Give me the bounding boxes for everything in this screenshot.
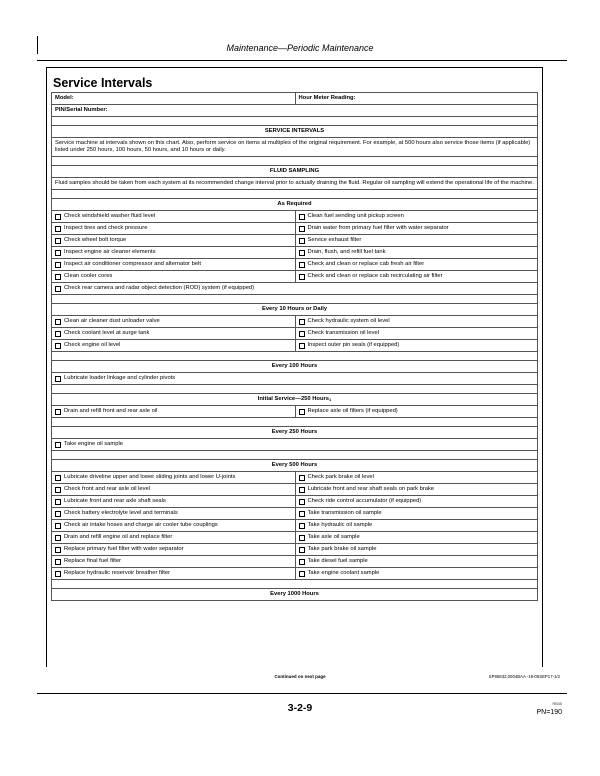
checklist-item-label: Check wheel bolt torque [64,237,127,243]
checklist-item [295,259,538,270]
page-number: 3-2-9 [287,702,313,714]
checklist-item-label: Clean fuel sending unit pickup screen [307,213,404,219]
checkbox-icon[interactable] [299,214,305,220]
section-heading-text: FLUID SAMPLING [269,168,320,174]
checklist-item-label: Drain water from primary fuel filter with water separator [307,225,449,231]
section-heading-row [51,199,538,211]
paragraph-cell [52,138,537,156]
checklist-item [295,235,538,246]
checklist-item [52,508,295,519]
checkbox-icon[interactable] [299,547,305,553]
checklist-item [52,544,295,555]
checklist-item [52,472,295,483]
checklist-row [51,235,538,247]
checklist-item [295,544,538,555]
every-100-hours-heading [52,361,537,372]
checklist-row [51,283,538,295]
checklist-row [51,271,538,283]
section-heading-text: SERVICE INTERVALS [264,128,325,134]
checklist-item [52,406,295,417]
spacer-cell [52,451,537,459]
spacer-row [51,295,538,304]
checklist-row [51,406,538,418]
section-heading-text: Every 250 Hours [271,429,318,435]
section-heading-row [51,166,538,178]
fluid-sampling-heading [52,166,537,177]
checklist-item-label: Take engine coolant sample [307,570,380,576]
spacer-row [51,580,538,589]
checklist-item-label: Take diesel fuel sample [307,558,368,564]
checklist-row [51,328,538,340]
checklist-item [52,496,295,507]
checklist-item-label: Take park brake oil sample [307,546,377,552]
checkbox-icon[interactable] [299,226,305,232]
checklist-item-label: Check transmission oil level [307,330,380,336]
service-intervals-heading [52,126,537,137]
checkbox-icon[interactable] [299,559,305,565]
model-field [52,93,295,104]
checkbox-icon[interactable] [55,409,61,415]
spacer-cell [52,190,537,198]
spacer-row [51,385,538,394]
section-heading-text: Every 10 Hours or Daily [261,306,328,312]
checkbox-icon[interactable] [55,238,61,244]
hour-meter-field [295,93,538,104]
checkbox-icon[interactable] [55,331,61,337]
pin-field [52,105,537,116]
checklist-row [51,439,538,451]
checkbox-icon[interactable] [55,376,61,382]
checklist-item [295,484,538,495]
checkbox-icon[interactable] [55,343,61,349]
checklist-item-label: Check park brake oil level [307,474,374,480]
checkbox-icon[interactable] [55,511,61,517]
checklist-row [51,532,538,544]
checklist-item [295,472,538,483]
checklist-item-label: Drain and refill front and rear axle oil [64,408,158,414]
checklist-item [295,223,538,234]
checklist-item [52,328,295,339]
checklist-row [51,211,538,223]
initial-service-250-heading: Initial Service—250 Hours 1 [257,396,332,402]
checklist-row [51,568,538,580]
checklist-item [52,235,295,246]
card-title: Service Intervals [53,76,153,90]
every-10-hours-heading [52,304,537,315]
pn-number: PN=190 [536,709,562,716]
checklist-item [52,568,295,579]
pin-label: PIN/Serial Number: [55,107,108,113]
checklist-item-label: Check engine oil level [64,342,121,348]
section-heading-row [51,427,538,439]
section-heading-row [51,126,538,138]
checklist-item-label: Clean air cleaner dust unloader valve [64,318,160,324]
checklist-item-label: Clean cooler cores [64,273,113,279]
document-code: SP86832,0004BAA -19-05SEP17-1/2 [488,674,560,679]
checkbox-icon[interactable] [299,499,305,505]
checklist-item [52,373,537,384]
checklist-item-label: Service exhaust filter [307,237,362,243]
checkbox-icon[interactable] [299,475,305,481]
spacer-row [51,352,538,361]
checklist-item [295,556,538,567]
checkbox-icon[interactable] [299,571,305,577]
section-heading-row [51,460,538,472]
page-header-title: Maintenance—Periodic Maintenance [226,43,374,53]
checklist-item-label: Replace axle oil filters (if equipped) [307,408,398,414]
spacer-cell [52,295,537,303]
spacer-row [51,451,538,460]
model-hour-row [51,92,538,105]
section-heading-text: Every 500 Hours [271,462,318,468]
header-rule [37,60,567,61]
checklist-row [51,247,538,259]
spacer-row [51,117,538,126]
checkbox-icon[interactable] [55,262,61,268]
checkbox-icon[interactable] [55,319,61,325]
spacer-row [51,418,538,427]
checkbox-icon[interactable] [299,238,305,244]
spacer-cell [52,418,537,426]
checkbox-icon[interactable] [299,250,305,256]
checkbox-icon[interactable] [55,499,61,505]
checklist-item [295,406,538,417]
checkbox-icon[interactable] [55,226,61,232]
checklist-item [295,328,538,339]
checkbox-icon[interactable] [299,511,305,517]
every-1000-hours-heading [52,589,537,600]
checklist-item-label: Inspect engine air cleaner elements [64,249,156,255]
checklist-item-label: Take transmission oil sample [307,510,382,516]
checklist-row [51,544,538,556]
section-heading-text: As Required [277,201,312,207]
checklist-item [52,439,537,450]
checklist-item-label: Check rear camera and radar object detection (ROD) system (if equipped) [64,285,255,291]
checkbox-icon[interactable] [299,409,305,415]
service-intervals-card [46,67,543,667]
checkbox-icon[interactable] [55,535,61,541]
checkbox-icon[interactable] [299,343,305,349]
spacer-row [51,157,538,166]
as-required-heading [52,199,537,210]
every-250-hours-heading [52,427,537,438]
checklist-row [51,520,538,532]
spacer-cell [52,580,537,588]
spacer-cell [52,157,537,165]
checkbox-icon[interactable] [299,535,305,541]
checklist-item-label: Drain and refill engine oil and replace filter [64,534,173,540]
checkbox-icon[interactable] [55,274,61,280]
checklist-item-label: Check air intake hoses and charge air cooler tube couplings [64,522,218,528]
checklist-item [52,520,295,531]
section-heading-row [51,304,538,316]
checklist-item-label: Check hydraulic system oil level [307,318,390,324]
checkbox-icon[interactable] [55,523,61,529]
checklist-item-label: Lubricate front and rear shaft seals on park brake [307,486,435,492]
paragraph-cell [52,178,537,189]
checklist-item-label: Lubricate front and rear axle shaft seals [64,498,166,504]
checkbox-icon[interactable] [55,571,61,577]
checklist-item-label: Lubricate loader linkage and cylinder pivots [64,375,176,381]
paragraph-row [51,178,538,190]
checklist-item-label: Drain, flush, and refill fuel tank [307,249,386,255]
checkbox-icon[interactable] [55,547,61,553]
checklist-item [295,340,538,351]
service-intervals-table [51,92,538,601]
model-label: Model: [55,95,74,101]
checklist-row [51,373,538,385]
section-heading-text: Every 100 Hours [271,363,318,369]
checklist-item-label: Replace primary fuel filter with water separator [64,546,184,552]
checklist-item-label: Inspect outer pin seals (if equipped) [307,342,400,348]
section-heading-row [51,589,538,601]
checklist-row [51,472,538,484]
checklist-item-label: Check coolant level at surge tank [64,330,150,336]
checkbox-icon[interactable] [55,559,61,565]
checklist-item [52,271,295,282]
checklist-item [295,271,538,282]
checkbox-icon[interactable] [299,487,305,493]
paragraph-text: Service machine at intervals shown on this chart. Also, perform service on items at multiples of the original requirement. For example, at 500 hours also service those items (if applicable) listed under 250 hours, 100 hours, 50 hours, and 10 hours or daily. [55,140,531,153]
checklist-item-label: Replace final fuel filter [64,558,122,564]
section-heading-text: Every 1000 Hours [270,591,319,597]
checkbox-icon[interactable] [55,250,61,256]
checklist-item [52,283,537,294]
checklist-item-label: Inspect tires and check pressure [64,225,148,231]
checklist-item [52,532,295,543]
checklist-item-label: Lubricate driveline upper and lower sliding joints and lower U-joints [64,474,236,480]
checkbox-icon[interactable] [55,286,61,292]
checklist-item-label: Check front and rear axle oil level [64,486,151,492]
checklist-item [52,259,295,270]
checklist-item [52,556,295,567]
checklist-item [52,247,295,258]
pin-row [51,105,538,117]
checkbox-icon[interactable] [299,331,305,337]
checklist-row [51,340,538,352]
checklist-row [51,556,538,568]
checklist-item [52,223,295,234]
checkbox-icon[interactable] [299,262,305,268]
section-heading-row [51,394,538,406]
spacer-cell [52,385,537,393]
checklist-row [51,484,538,496]
continued-note: Continued on next page [274,674,326,679]
checklist-item [295,508,538,519]
section-heading-text: Initial Service—250 Hours [257,396,329,402]
checklist-item-label: Inspect air conditioner compressor and alternator belt [64,261,201,267]
section-heading-row [51,361,538,373]
checklist-item [295,316,538,327]
checklist-item-label: Take engine oil sample [64,441,123,447]
footer-rule [37,693,567,694]
spacer-cell [52,117,537,125]
checklist-item [295,211,538,222]
hour-meter-label: Hour Meter Reading: [298,95,356,101]
checkbox-icon[interactable] [55,214,61,220]
checklist-row [51,316,538,328]
every-500-hours-heading [52,460,537,471]
checklist-item [52,211,295,222]
checklist-item-label: Check and clean or replace cab recirculating air filter [307,273,443,279]
checklist-item-label: Check windshield washer fluid level [64,213,156,219]
checklist-item-label: Check ride control accumulator (if equipped) [307,498,422,504]
checklist-item-label: Take axle oil sample [307,534,360,540]
checkbox-icon[interactable] [299,319,305,325]
checklist-item [295,532,538,543]
spacer-row [51,190,538,199]
checklist-item-label: Check battery electrolyte level and terminals [64,510,178,516]
checkbox-icon[interactable] [299,523,305,529]
checkbox-icon[interactable] [55,442,61,448]
checklist-item [295,247,538,258]
checklist-item-label: Take hydraulic oil sample [307,522,373,528]
paragraph-text: Fluid samples should be taken from each system at its recommended change interval prior to actually draining the fluid. Regular oil sampling will extend the operational life of the machine. [55,180,534,186]
checklist-item-label: Replace hydraulic reservoir breather filter [64,570,170,576]
checkbox-icon[interactable] [299,274,305,280]
small-code: RB45 [552,702,562,706]
checklist-row [51,496,538,508]
checklist-item [295,520,538,531]
checklist-item [52,340,295,351]
checkbox-icon[interactable] [55,475,61,481]
checklist-item [295,568,538,579]
checklist-item [52,316,295,327]
checklist-row [51,223,538,235]
checklist-item-label: Check and clean or replace cab fresh air filter [307,261,425,267]
checklist-item [52,484,295,495]
paragraph-row [51,138,538,157]
checklist-row [51,259,538,271]
checkbox-icon[interactable] [55,487,61,493]
checklist-row [51,508,538,520]
spacer-cell [52,352,537,360]
checklist-item [295,496,538,507]
